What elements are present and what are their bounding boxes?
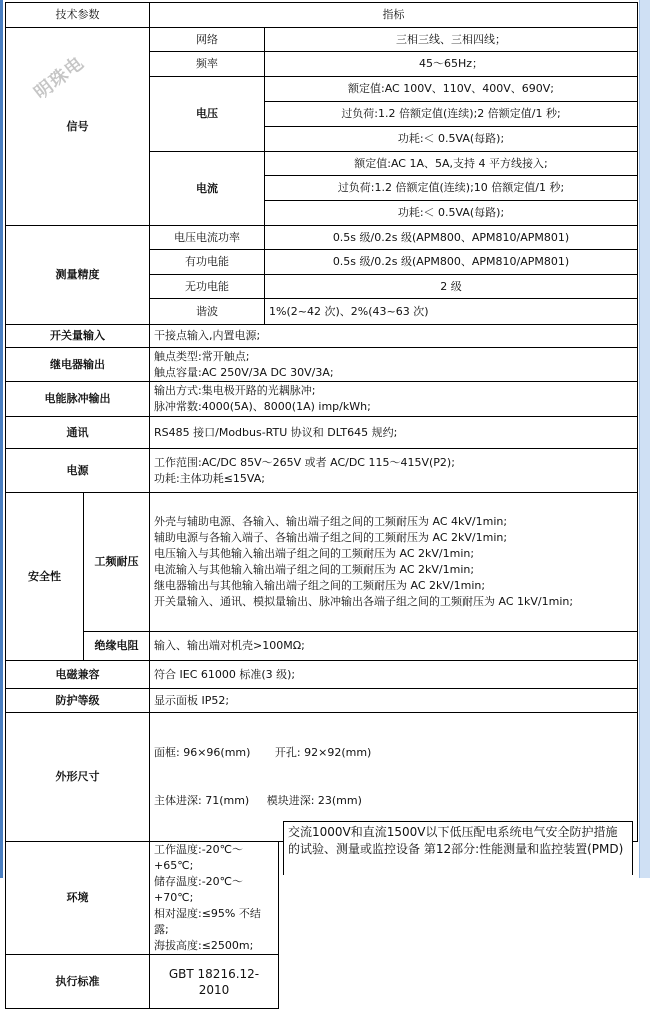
switch-input-value: 干接点输入,内置电源; bbox=[150, 325, 638, 348]
active-label: 有功电能 bbox=[150, 250, 265, 275]
current-overload: 过负荷:1.2 倍额定值(连续);10 倍额定值/1 秒; bbox=[265, 176, 638, 201]
current-rated: 额定值:AC 1A、5A,支持 4 平方线接入; bbox=[265, 152, 638, 176]
safety-label: 安全性 bbox=[6, 493, 84, 661]
standard-description: 交流1000V和直流1500V以下低压配电系统电气安全防护措施的试验、测量或监控设备 第12部分:性能测量和监控装置(PMD) bbox=[283, 821, 633, 875]
insulation-value: 输入、输出端对机壳>100MΩ; bbox=[150, 632, 638, 661]
environment-label: 环境 bbox=[6, 842, 150, 955]
environment-lines bbox=[150, 842, 279, 955]
standard-label: 执行标准 bbox=[6, 955, 150, 1009]
window-frame-left bbox=[0, 0, 3, 878]
frequency-value: 45～65Hz； bbox=[265, 52, 638, 77]
comm-value: RS485 接口/Modbus-RTU 协议和 DLT645 规约; bbox=[150, 417, 638, 449]
network-value: 三相三线、三相四线； bbox=[265, 28, 638, 52]
header-spec: 指标 bbox=[150, 3, 638, 28]
standard-code: GBT 18216.12-2010 bbox=[150, 955, 279, 1009]
table-row bbox=[6, 689, 638, 713]
relay-output-label: 继电器输出 bbox=[6, 348, 150, 382]
dimensions-line1: 面框: 96×96(mm) 开孔: 92×92(mm) bbox=[154, 746, 372, 759]
vi-power-value: 0.5s 级/0.2s 级(APM800、APM810/APM801) bbox=[265, 226, 638, 250]
withstand-label: 工频耐压 bbox=[84, 493, 150, 632]
window-frame-right bbox=[640, 0, 650, 878]
voltage-power: 功耗:＜ 0.5VA(每路); bbox=[265, 127, 638, 152]
dimensions-label: 外形尺寸 bbox=[6, 713, 150, 842]
voltage-overload: 过负荷:1.2 倍额定值(连续);2 倍额定值/1 秒; bbox=[265, 102, 638, 127]
reactive-label: 无功电能 bbox=[150, 275, 265, 299]
pulse-output-line1: 输出方式:集电极开路的光耦脉冲; bbox=[154, 384, 316, 397]
accuracy-label: 测量精度 bbox=[6, 226, 150, 325]
signal-label: 信号 bbox=[6, 28, 150, 226]
relay-output-line1: 触点类型:常开触点; bbox=[154, 349, 250, 363]
emc-value: 符合 IEC 61000 标准(3 级); bbox=[150, 661, 638, 689]
current-label: 电流 bbox=[150, 152, 265, 226]
header-param: 技术参数 bbox=[6, 3, 150, 28]
switch-input-label: 开关量输入 bbox=[6, 325, 150, 348]
reactive-value: 2 级 bbox=[265, 275, 638, 299]
table-row bbox=[6, 226, 638, 250]
withstand-line: 电压输入与其他输入输出端子组之间的工频耐压为 AC 2kV/1min; bbox=[154, 547, 475, 560]
protection-value: 显示面板 IP52; bbox=[150, 689, 638, 713]
withstand-line: 电流输入与其他输入输出端子组之间的工频耐压为 AC 2kV/1min; bbox=[154, 563, 475, 576]
harmonic-value: 1%(2~42 次)、2%(43~63 次) bbox=[265, 299, 638, 325]
comm-label: 通讯 bbox=[6, 417, 150, 449]
frequency-label: 频率 bbox=[150, 52, 265, 77]
power-supply-line1: 工作范围:AC/DC 85V～265V 或者 AC/DC 115～415V(P2); bbox=[154, 455, 455, 469]
withstand-lines bbox=[150, 493, 638, 632]
table-header-row bbox=[6, 3, 638, 28]
withstand-line: 辅助电源与各输入端子、各输出端子组之间的工频耐压为 AC 2kV/1min; bbox=[154, 531, 508, 544]
power-supply-label: 电源 bbox=[6, 449, 150, 493]
protection-label: 防护等级 bbox=[6, 689, 150, 713]
pulse-output-line2: 脉冲常数:4000(5A)、8000(1A) imp/kWh; bbox=[154, 400, 371, 413]
voltage-label: 电压 bbox=[150, 77, 265, 152]
table-row bbox=[6, 493, 638, 632]
harmonic-label: 谐波 bbox=[150, 299, 265, 325]
power-supply-line2: 功耗:主体功耗≤15VA; bbox=[154, 471, 265, 485]
withstand-line: 继电器输出与其他输入输出端子组之间的工频耐压为 AC 2kV/1min; bbox=[154, 579, 486, 592]
watermark-text: 明珠电 bbox=[30, 52, 89, 105]
environment-line: 相对湿度:≤95% 不结露; bbox=[154, 907, 261, 936]
withstand-line: 开关量输入、通讯、模拟量输出、脉冲输出各端子组之间的工频耐压为 AC 1kV/1min; bbox=[154, 595, 574, 608]
insulation-label: 绝缘电阻 bbox=[84, 632, 150, 661]
dimensions-line2: 主体进深: 71(mm) 模块进深: 23(mm) bbox=[154, 794, 362, 807]
table-row bbox=[6, 661, 638, 689]
environment-line: 工作温度:-20℃～+65℃; bbox=[154, 843, 244, 872]
environment-line: 储存温度:-20℃～+70℃; bbox=[154, 875, 244, 904]
vi-power-label: 电压电流功率 bbox=[150, 226, 265, 250]
withstand-line: 外壳与辅助电源、各输入、输出端子组之间的工频耐压为 AC 4kV/1min; bbox=[154, 515, 508, 528]
network-label: 网络 bbox=[150, 28, 265, 52]
table-row bbox=[6, 28, 638, 52]
relay-output-line2: 触点容量:AC 250V/3A DC 30V/3A; bbox=[154, 365, 334, 379]
table-row bbox=[6, 325, 638, 348]
voltage-rated: 额定值:AC 100V、110V、400V、690V; bbox=[265, 77, 638, 102]
table-row bbox=[6, 449, 638, 493]
table-row bbox=[6, 382, 638, 417]
table-row bbox=[6, 632, 638, 661]
active-value: 0.5s 级/0.2s 级(APM800、APM810/APM801) bbox=[265, 250, 638, 275]
environment-line: 海拔高度:≤2500m; bbox=[154, 939, 254, 952]
emc-label: 电磁兼容 bbox=[6, 661, 150, 689]
table-row bbox=[6, 417, 638, 449]
pulse-output-label: 电能脉冲输出 bbox=[6, 382, 150, 417]
current-power: 功耗:＜ 0.5VA(每路); bbox=[265, 201, 638, 226]
table-row bbox=[6, 348, 638, 382]
